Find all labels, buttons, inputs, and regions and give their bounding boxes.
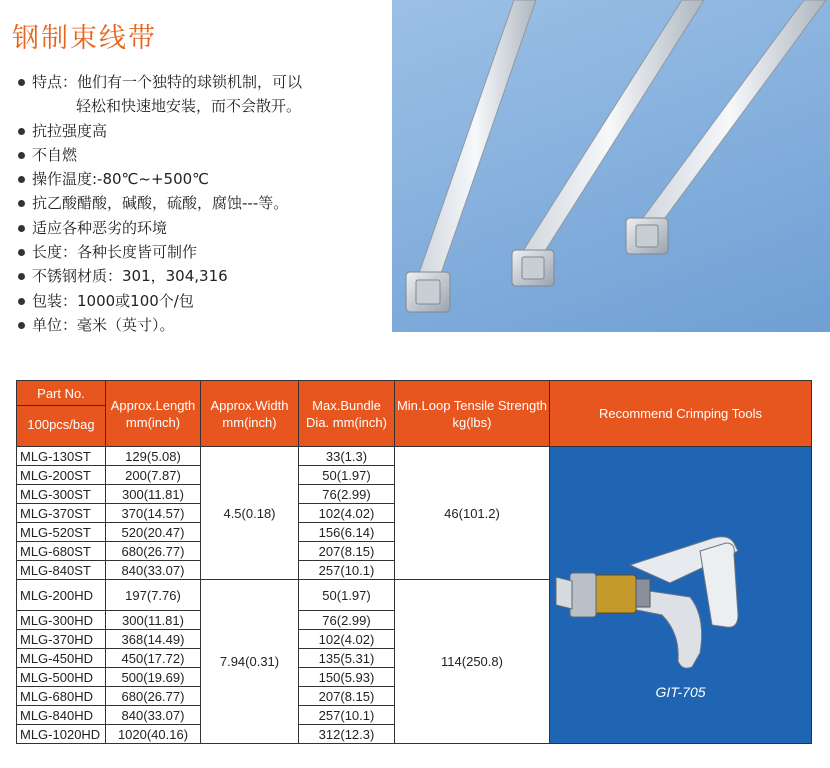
part-number: MLG-300ST — [17, 485, 106, 504]
bundle-cell: 257(10.1) — [299, 706, 395, 725]
length-cell: 680(26.77) — [106, 542, 201, 561]
length-cell: 368(14.49) — [106, 630, 201, 649]
feature-item: 操作温度:-80℃~+500℃ — [18, 167, 302, 191]
part-number: MLG-130ST — [17, 447, 106, 466]
part-number: MLG-680ST — [17, 542, 106, 561]
length-cell: 200(7.87) — [106, 466, 201, 485]
feature-item: 抗乙酸醋酸，碱酸，硫酸，腐蚀---等。 — [18, 191, 302, 215]
header-part-no-label: Part No. — [37, 386, 85, 401]
header-width: Approx.Width mm(inch) — [201, 381, 299, 447]
length-cell: 300(11.81) — [106, 485, 201, 504]
header-loop: Min.Loop Tensile Strength kg(lbs) — [395, 381, 550, 447]
bundle-cell: 257(10.1) — [299, 561, 395, 580]
cable-tie-photo — [392, 0, 830, 332]
spec-table — [16, 380, 812, 744]
part-number: MLG-840ST — [17, 561, 106, 580]
feature-list — [18, 70, 302, 337]
feature-item: 单位：毫米（英寸）。 — [18, 313, 302, 337]
length-cell: 450(17.72) — [106, 649, 201, 668]
length-cell: 840(33.07) — [106, 561, 201, 580]
length-cell: 197(7.76) — [106, 580, 201, 611]
feature-item: 适应各种恶劣的环境 — [18, 216, 302, 240]
length-cell: 370(14.57) — [106, 504, 201, 523]
part-number: MLG-370ST — [17, 504, 106, 523]
part-number: MLG-500HD — [17, 668, 106, 687]
bundle-cell: 207(8.15) — [299, 687, 395, 706]
length-cell: 1020(40.16) — [106, 725, 201, 744]
bundle-cell: 102(4.02) — [299, 630, 395, 649]
bundle-cell: 50(1.97) — [299, 580, 395, 611]
bundle-cell: 102(4.02) — [299, 504, 395, 523]
tool-model-label: GIT-705 — [655, 684, 706, 700]
header-length: Approx.Length mm(inch) — [106, 381, 201, 447]
part-number: MLG-200HD — [17, 580, 106, 611]
header-bundle: Max.Bundle Dia. mm(inch) — [299, 381, 395, 447]
part-number: MLG-300HD — [17, 611, 106, 630]
header-tools: Recommend Crimping Tools — [550, 381, 812, 447]
length-cell: 300(11.81) — [106, 611, 201, 630]
cable-ties-illustration — [392, 0, 830, 332]
page-title: 钢制束线带 — [12, 23, 157, 54]
part-number: MLG-680HD — [17, 687, 106, 706]
part-number: MLG-840HD — [17, 706, 106, 725]
part-number: MLG-450HD — [17, 649, 106, 668]
header-pack-label: 100pcs/bag — [17, 405, 105, 444]
bundle-cell: 76(2.99) — [299, 611, 395, 630]
bundle-cell: 207(8.15) — [299, 542, 395, 561]
length-cell: 520(20.47) — [106, 523, 201, 542]
feature-item: 长度：各种长度皆可制作 — [18, 240, 302, 264]
bundle-cell: 135(5.31) — [299, 649, 395, 668]
bundle-cell: 156(6.14) — [299, 523, 395, 542]
feature-item: 特点：他们有一个独特的球锁机制，可以 — [18, 70, 302, 94]
bundle-cell: 33(1.3) — [299, 447, 395, 466]
bundle-cell: 50(1.97) — [299, 466, 395, 485]
bundle-cell: 76(2.99) — [299, 485, 395, 504]
table-row — [17, 447, 812, 466]
width-cell-hd: 7.94(0.31) — [201, 580, 299, 744]
feature-item: 抗拉强度高 — [18, 119, 302, 143]
feature-item: 不锈钢材质：301，304,316 — [18, 264, 302, 288]
header-part-no — [17, 381, 106, 447]
feature-item: 不自燃 — [18, 143, 302, 167]
part-number: MLG-370HD — [17, 630, 106, 649]
length-cell: 680(26.77) — [106, 687, 201, 706]
loop-cell-st: 46(101.2) — [395, 447, 550, 580]
length-cell: 840(33.07) — [106, 706, 201, 725]
bundle-cell: 150(5.93) — [299, 668, 395, 687]
feature-item-continuation: 轻松和快速地安装，而不会散开。 — [76, 97, 302, 116]
part-number: MLG-520ST — [17, 523, 106, 542]
length-cell: 129(5.08) — [106, 447, 201, 466]
crimping-tool-image — [550, 447, 812, 744]
part-number: MLG-200ST — [17, 466, 106, 485]
feature-item: 包装：1000或100个/包 — [18, 289, 302, 313]
length-cell: 500(19.69) — [106, 668, 201, 687]
loop-cell-hd: 114(250.8) — [395, 580, 550, 744]
width-cell-st: 4.5(0.18) — [201, 447, 299, 580]
part-number: MLG-1020HD — [17, 725, 106, 744]
bundle-cell: 312(12.3) — [299, 725, 395, 744]
